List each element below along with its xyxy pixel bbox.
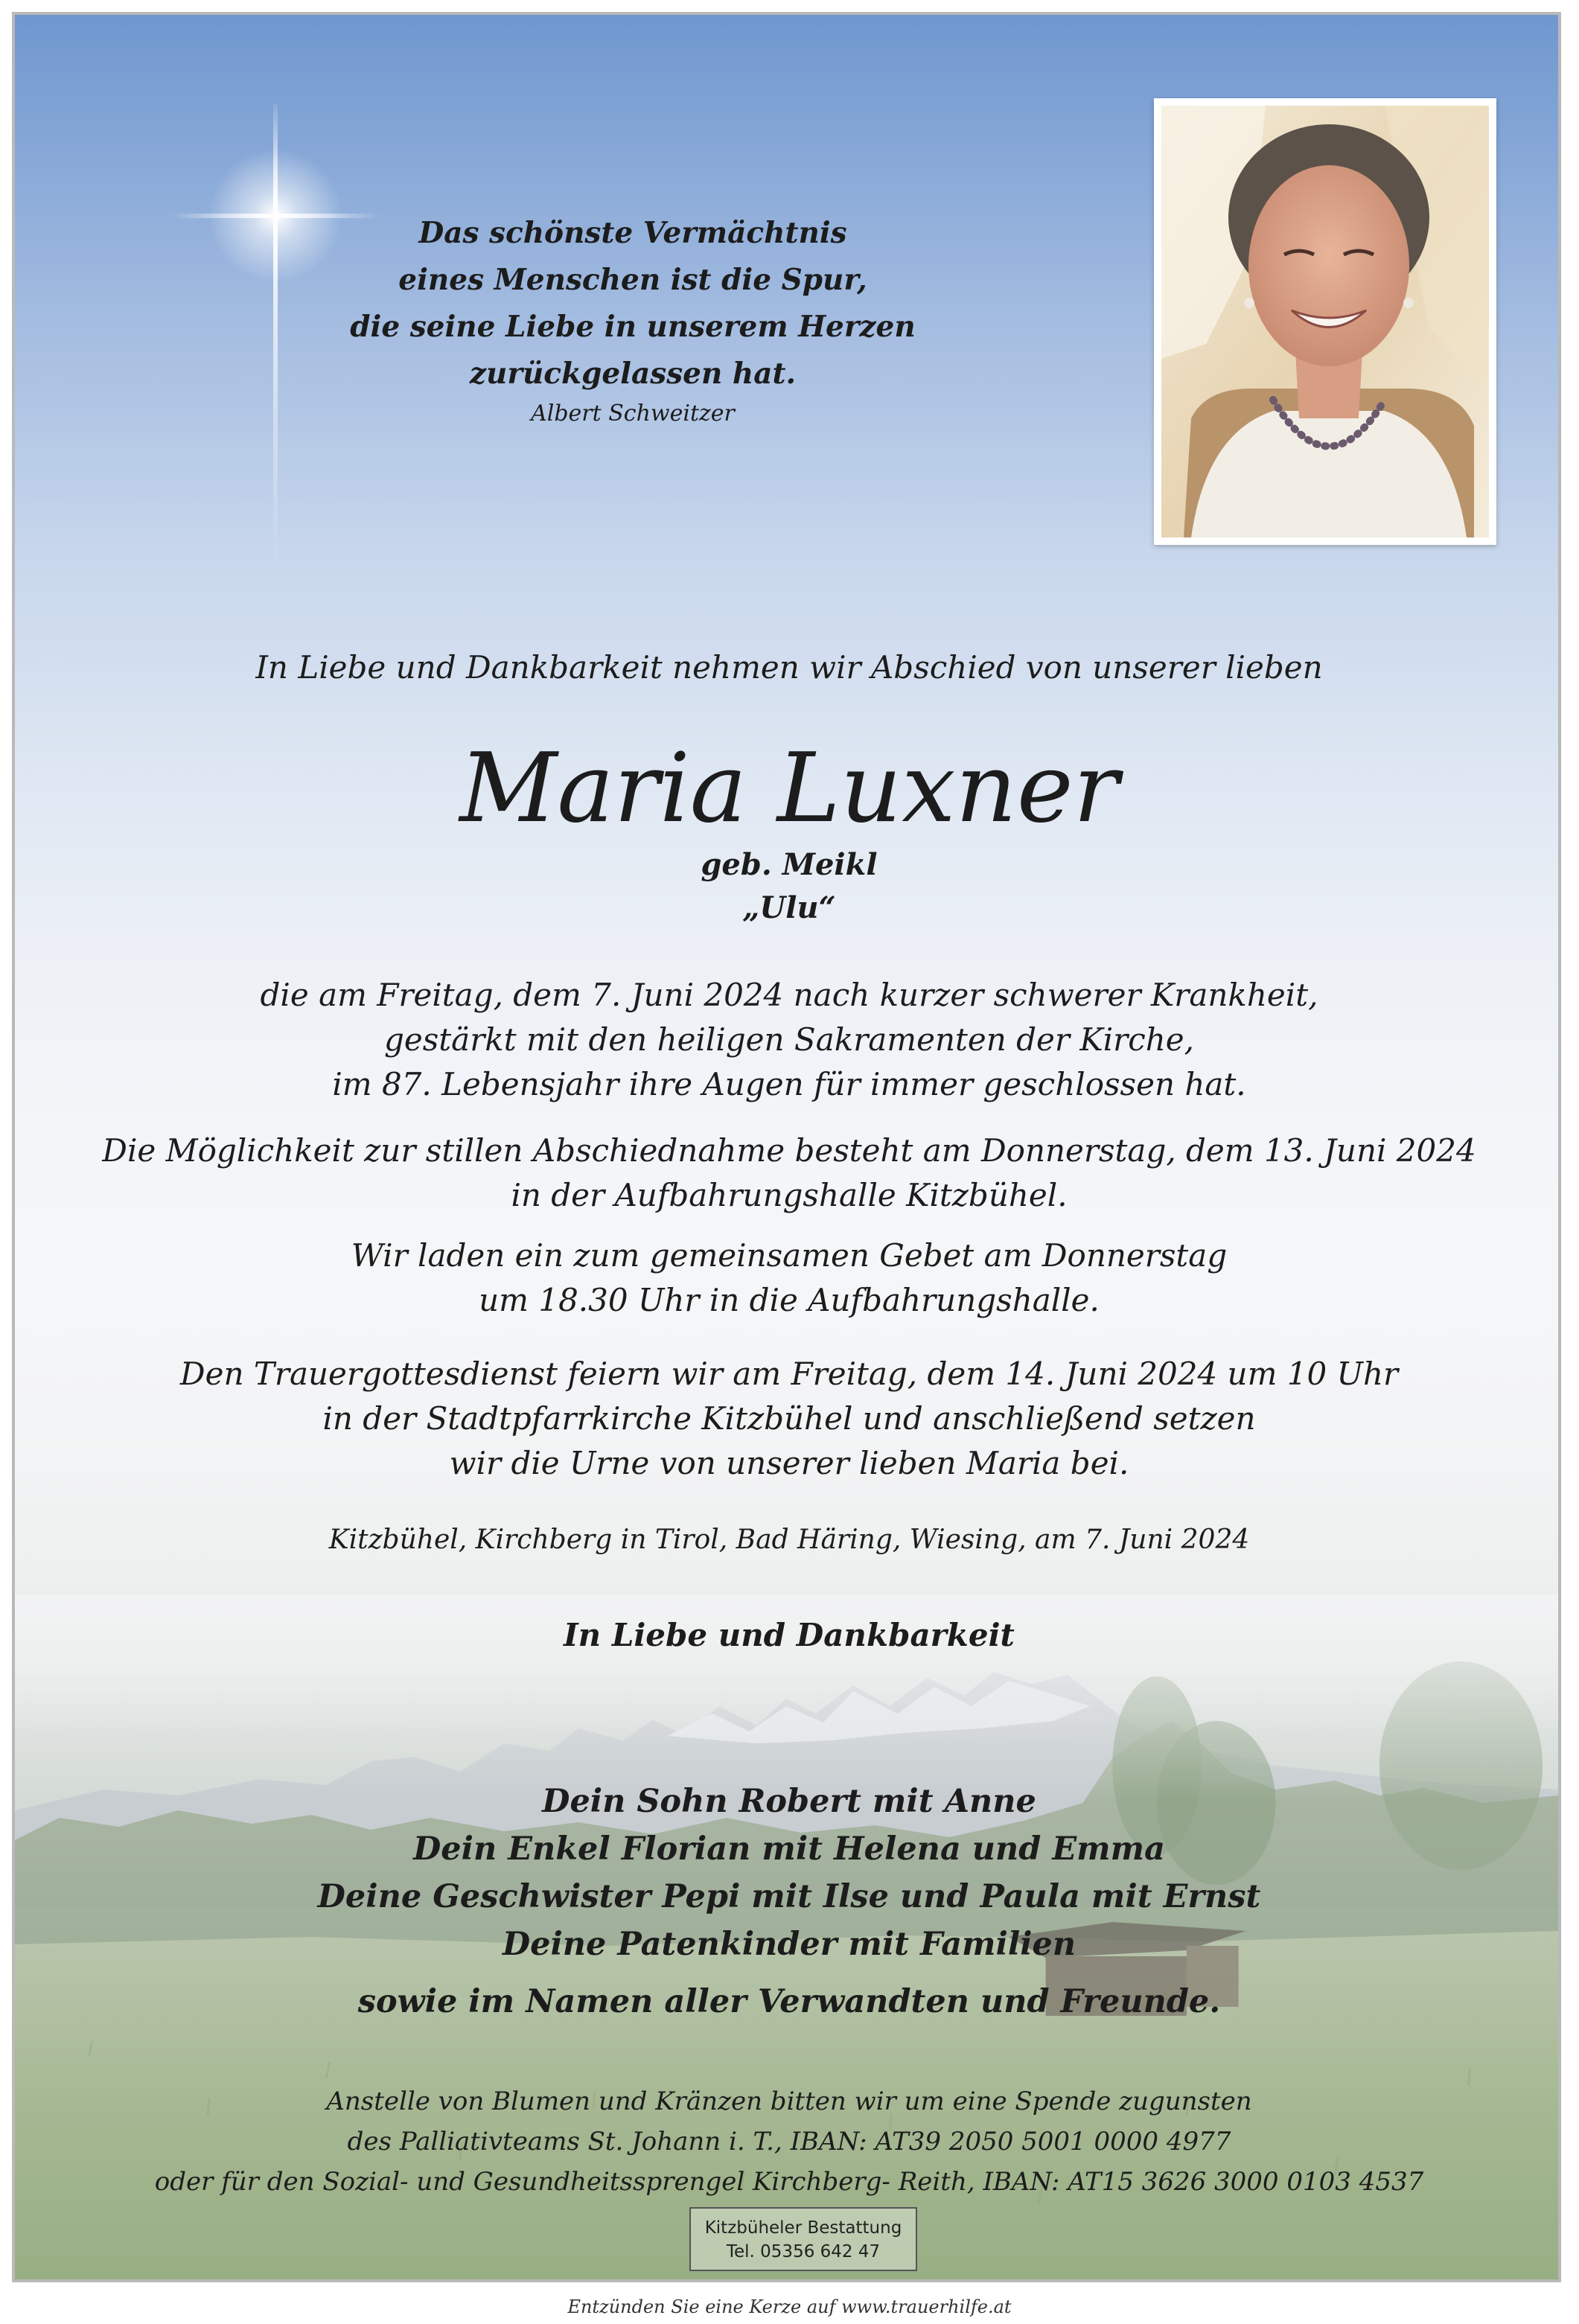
quote-line: die seine Liebe in unserem Herzen	[350, 310, 916, 344]
quote-line: Das schönste Vermächtnis	[418, 216, 847, 250]
paragraph-line: im 87. Lebensjahr ihre Augen für immer geschlossen hat.	[332, 1066, 1246, 1102]
donation-line: oder für den Sozial- und Gesundheitssprengel Kirchberg- Reith, IBAN: AT15 3626 3000 0103 4537	[154, 2167, 1424, 2197]
paragraph-line: Den Trauergottesdienst feiern wir am Freitag, dem 14. Juni 2024 um 10 Uhr	[179, 1356, 1399, 1392]
maiden-name: geb. Meikl	[701, 847, 878, 882]
undertaker-phone: Tel. 05356 642 47	[726, 2242, 881, 2261]
place-and-date: Kitzbühel, Kirchberg in Tirol, Bad Häring, Wiesing, am 7. Juni 2024	[328, 1525, 1250, 1555]
obituary-card	[12, 12, 1561, 2282]
mourner-line: Deine Geschwister Pepi mit Ilse und Paula mit Ernst	[317, 1878, 1261, 1915]
candle-footer-link[interactable]: Entzünden Sie eine Kerze auf www.trauerhilfe.at	[567, 2296, 1012, 2317]
paragraph-line: wir die Urne von unserer lieben Maria bei.	[449, 1445, 1129, 1481]
donation-line: Anstelle von Blumen und Kränzen bitten wir um eine Spende zugunsten	[326, 2087, 1252, 2116]
deceased-name: Maria Luxner	[459, 733, 1119, 844]
memorial-quote	[350, 210, 916, 398]
mourner-line: Dein Enkel Florian mit Helena und Emma	[413, 1830, 1165, 1868]
prayer-paragraph	[60, 1233, 1519, 1323]
death-notice-paragraph	[60, 973, 1519, 1107]
mourner-line: Deine Patenkinder mit Familien	[502, 1926, 1076, 1963]
funeral-service-paragraph	[60, 1352, 1519, 1486]
portrait-image	[1161, 106, 1489, 537]
intro-text: In Liebe und Dankbarkeit nehmen wir Abschied von unserer lieben	[255, 649, 1323, 686]
nickname: „Ulu“	[742, 890, 836, 925]
paragraph-line: gestärkt mit den heiligen Sakramenten der Kirche,	[383, 1021, 1195, 1058]
thanks-heading: In Liebe und Dankbarkeit	[564, 1617, 1015, 1653]
undertaker-stamp	[689, 2207, 917, 2271]
paragraph-line: um 18.30 Uhr in die Aufbahrungshalle.	[479, 1282, 1100, 1318]
quote-line: zurückgelassen hat.	[469, 357, 797, 391]
paragraph-line: in der Stadtpfarrkirche Kitzbühel und anschließend setzen	[322, 1400, 1256, 1437]
paragraph-line: Die Möglichkeit zur stillen Abschiednahme besteht am Donnerstag, dem 13. Juni 2024	[102, 1132, 1476, 1169]
quote-line: eines Menschen ist die Spur,	[398, 263, 867, 297]
relatives-line: sowie im Namen aller Verwandten und Freunde.	[357, 1983, 1221, 2020]
mourner-line: Dein Sohn Robert mit Anne	[542, 1783, 1036, 1820]
undertaker-name: Kitzbüheler Bestattung	[704, 2218, 902, 2238]
viewing-paragraph	[60, 1129, 1519, 1218]
quote-author: Albert Schweitzer	[531, 400, 735, 427]
donation-line: des Palliativteams St. Johann i. T., IBAN: AT39 2050 5001 0000 4977	[347, 2127, 1231, 2157]
mourners-list	[60, 1778, 1519, 1968]
paragraph-line: Wir laden ein zum gemeinsamen Gebet am Donnerstag	[351, 1237, 1228, 1274]
paragraph-line: die am Freitag, dem 7. Juni 2024 nach kurzer schwerer Krankheit,	[260, 977, 1318, 1013]
paragraph-line: in der Aufbahrungshalle Kitzbühel.	[511, 1177, 1068, 1213]
portrait-photo	[1154, 98, 1496, 545]
donation-request	[60, 2081, 1519, 2202]
